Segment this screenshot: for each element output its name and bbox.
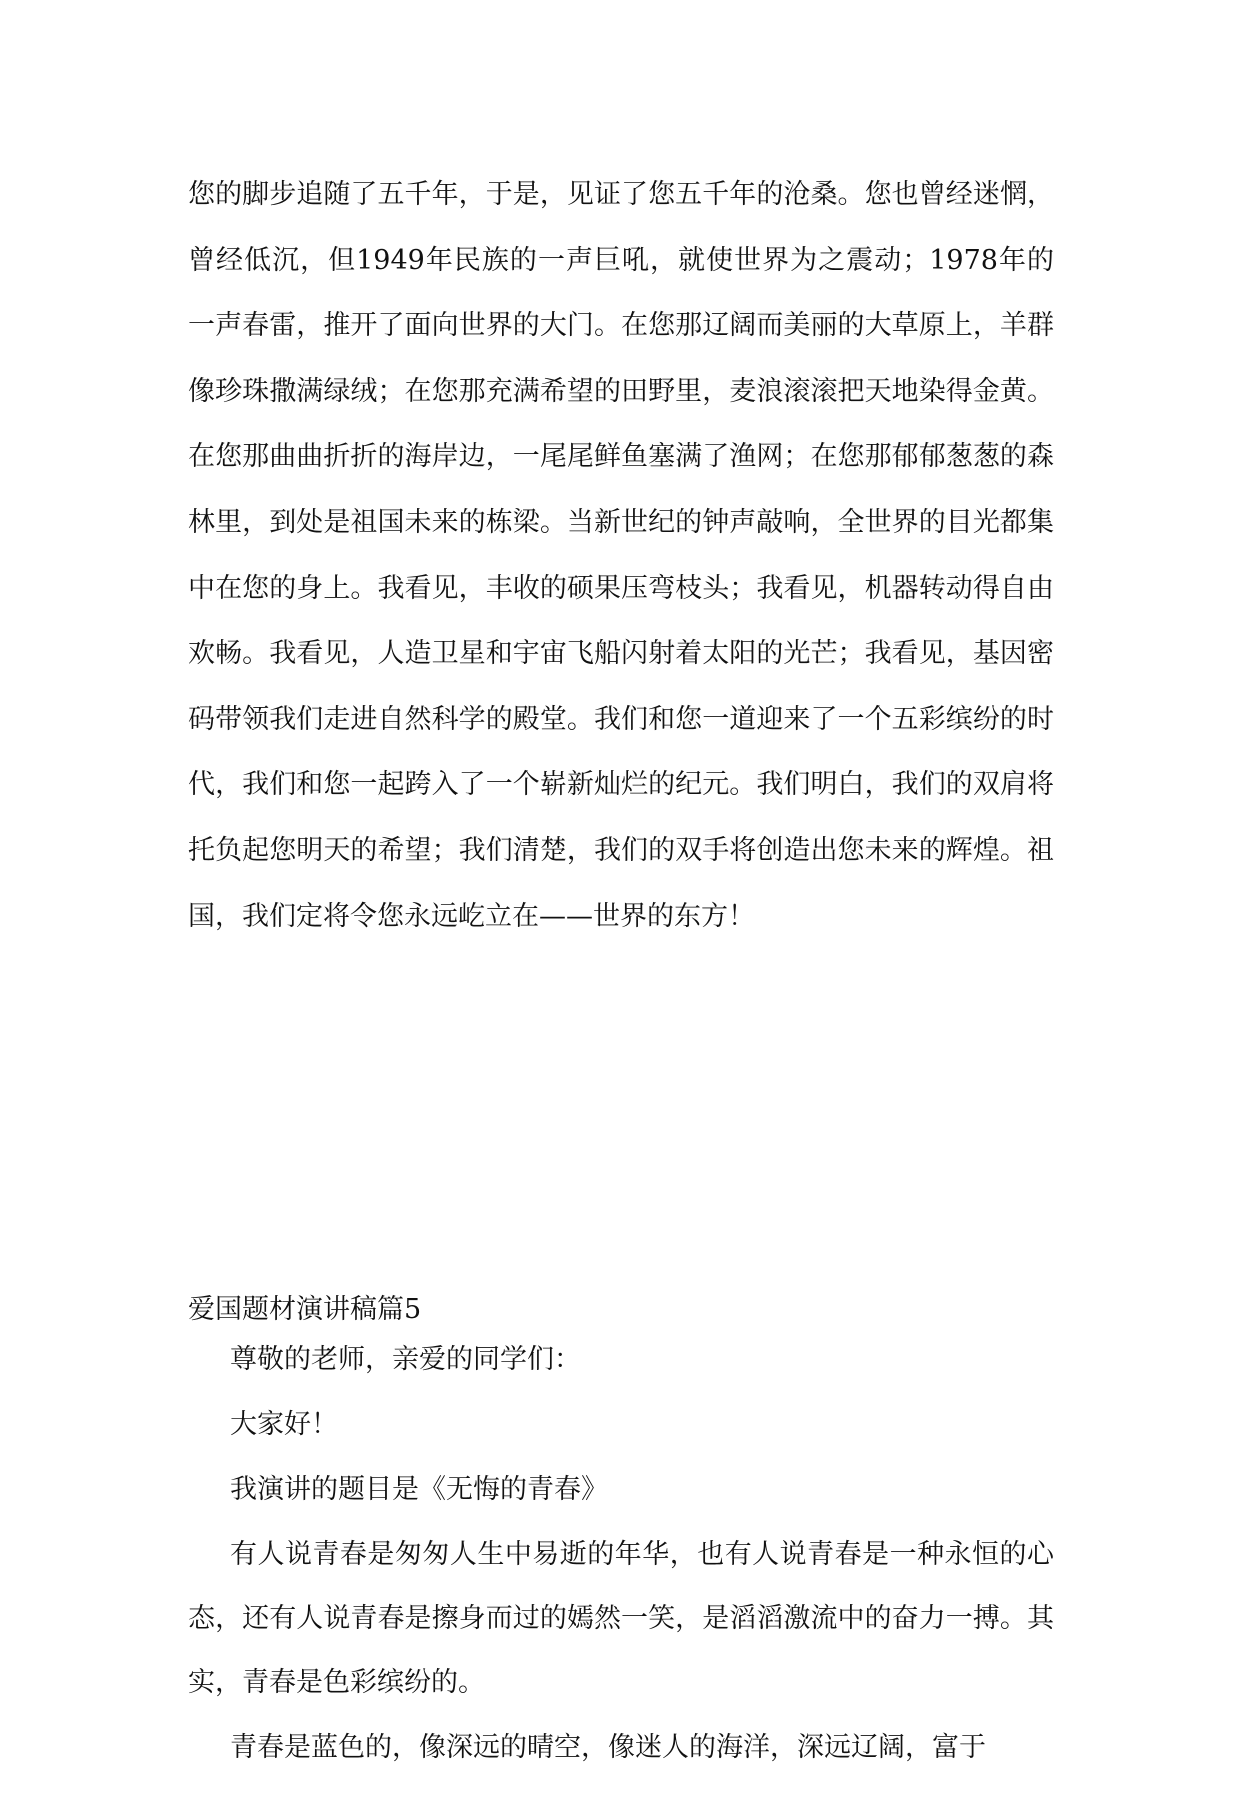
- hello-line: 大家好！: [230, 1409, 338, 1440]
- speech-title-line: 我演讲的题目是《无悔的青春》: [230, 1474, 608, 1505]
- section-heading: 爱国题材演讲稿篇5: [188, 1294, 422, 1325]
- speech-paragraph: 有人说青春是匆匆人生中易逝的年华，也有人说青春是一种永恒的心态，还有人说青春是擦身而过的嫣然一笑，是滔滔激流中的奋力一搏。其实，青春是色彩缤纷的。: [188, 1539, 1054, 1698]
- speech-body: [188, 1340, 1054, 1793]
- speech-paragraph-partial: 青春是蓝色的，像深远的晴空，像迷人的海洋，深远辽阔，富于: [230, 1732, 986, 1763]
- greeting-line: 尊敬的老师，亲爱的同学们：: [230, 1344, 581, 1375]
- continuation-paragraph: 您的脚步追随了五千年，于是，见证了您五千年的沧桑。您也曾经迷惘，曾经低沉，但1949年民族的一声巨吼，就使世界为之震动；1978年的一声春雷，推开了面向世界的大门。在您那辽阔而美丽的大草原上，羊群像珍珠撒满绿绒；在您那充满希望的田野里，麦浪滚滚把天地染得金黄。在您那曲曲折折的海岸边，一尾尾鲜鱼塞满了渔网；在您那郁郁葱葱的森林里，到处是祖国未来的栋梁。当新世纪的钟声敲响，全世界的目光都集中在您的身上。我看见，丰收的硕果压弯枝头；我看见，机器转动得自由欢畅。我看见，人造卫星和宇宙飞船闪射着太阳的光芒；我看见，基因密码带领我们走进自然科学的殿堂。我们和您一道迎来了一个五彩缤纷的时代，我们和您一起跨入了一个崭新灿烂的纪元。我们明白，我们的双肩将托负起您明天的希望；我们清楚，我们的双手将创造出您未来的辉煌。祖国，我们定将令您永远屹立在——世界的东方！: [188, 179, 1054, 932]
